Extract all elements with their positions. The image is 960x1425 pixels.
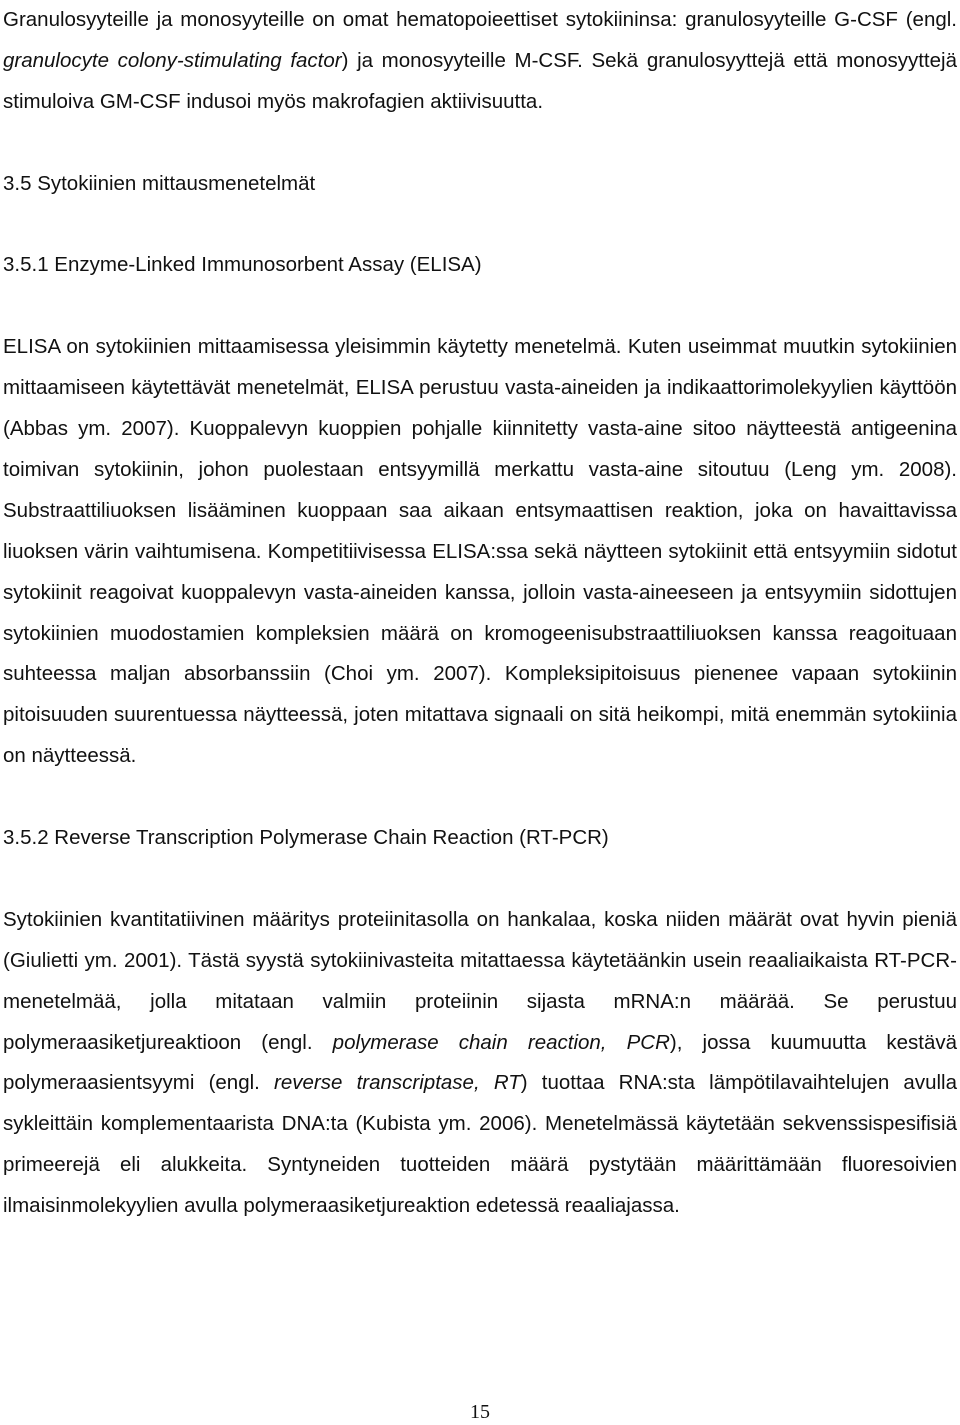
subsection-heading-3-5-1: 3.5.1 Enzyme-Linked Immunosorbent Assay (ELISA) xyxy=(3,253,482,277)
paragraph-text: Sytokiinien kvantitatiivinen määritys proteiinitasolla on hankalaa, koska niiden määrät ovat hyvin pieniä (Giulietti ym. 2001). Tästä syystä sytokiinivasteita mitattaessa käytetäänkin usein reaaliaikaista RT-PCR-menetelmää, jolla mitataan valmiin proteiinin sijasta mRNA:n määrää. Se perustuu polymeraasiketjureaktioon (engl. xyxy=(3,907,957,1054)
paragraph-rt-pcr xyxy=(3,900,957,1227)
paragraph-text: Granulosyyteille ja monosyyteille on omat hematopoieettiset sytokiininsa: granulosyyteille G-CSF (engl. xyxy=(3,8,957,31)
subsection-heading-3-5-2: 3.5.2 Reverse Transcription Polymerase Chain Reaction (RT-PCR) xyxy=(3,826,609,850)
paragraph-granulocytes xyxy=(3,0,957,123)
page-number: 15 xyxy=(470,1401,490,1423)
paragraph-elisa: ELISA on sytokiinien mittaamisessa yleisimmin käytetty menetelmä. Kuten useimmat muutkin sytokiinien mittaamiseen käytettävät menetelmät, ELISA perustuu vasta-aineiden ja indikaattorimolekyylien käyttöön (Abbas ym. 2007). Kuoppalevyn kuoppien pohjalle kiinnitetty vasta-aine sitoo näytteestä antigeenina toimivan sytokiinin, johon puolestaan entsyymillä merkattu vasta-aine sitoutuu (Leng ym. 2008). Substraattiliuoksen lisääminen kuoppaan saa aikaan entsymaattisen reaktion, joka on havaittavissa liuoksen värin vaihtumisena. Kompetitiivisessa ELISA:ssa sekä näytteen sytokiinit että entsyymiin sidotut sytokiinit reagoivat kuoppalevyn vasta-aineiden kanssa, jolloin vasta-aineeseen ja entsyymiin sidottujen sytokiinien muodostamien kompleksien määrä on kromogeenisubstraattiliuoksen kanssa reagoituaan suhteessa maljan absorbanssiin (Choi ym. 2007). Kompleksipitoisuus pienenee vapaan sytokiinin pitoisuuden suurentuessa näytteessä, joten mitattava signaali on sitä heikompi, mitä enemmän sytokiinia on näytteessä. xyxy=(3,335,957,768)
italic-term: reverse transcriptase, RT xyxy=(274,1071,521,1095)
paragraph-text: ) ja monosyyteille M-CSF. Sekä granulosyyttejä että monosyyttejä stimuloiva GM-CSF indusoi myös makrofagien aktiivisuutta. xyxy=(3,48,957,113)
paragraph-text: ) tuottaa RNA:sta lämpötilavaihtelujen avulla sykleittäin komplementaarista DNA:ta (Kubista ym. 2006). Menetelmässä käytetään sekvenssispesifisiä primeerejä eli alukkeita. Syntyneiden tuotteiden määrä pystytään määrittämään fluoresoivien ilmaisinmolekyylien avulla polymeraasiketjureaktion edetessä reaaliajassa. xyxy=(3,1071,957,1218)
section-heading-3-5: 3.5 Sytokiinien mittausmenetelmät xyxy=(3,171,316,195)
document-page xyxy=(3,0,957,1227)
italic-term: polymerase chain reaction, PCR xyxy=(332,1030,670,1054)
italic-term: granulocyte colony-stimulating factor xyxy=(3,48,342,72)
paragraph-text: ), jossa kuumuutta kestävä polymeraasientsyymi (engl. xyxy=(3,1030,958,1095)
